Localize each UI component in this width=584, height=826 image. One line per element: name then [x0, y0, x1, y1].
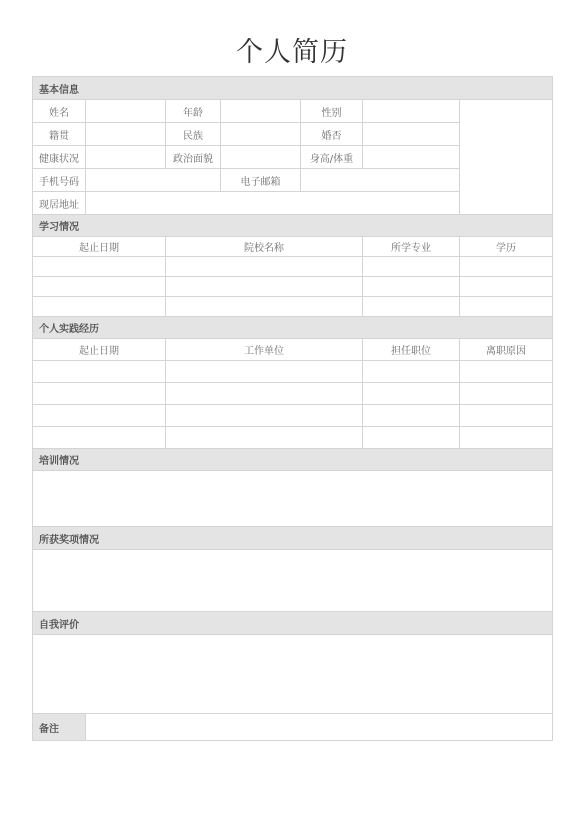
section-training: 培训情况 — [33, 449, 553, 471]
study-col-degree: 学历 — [460, 237, 553, 257]
label-email: 电子邮箱 — [221, 169, 301, 192]
label-native-place: 籍贯 — [33, 123, 86, 146]
study-row — [33, 257, 553, 277]
awards-content[interactable] — [33, 550, 553, 612]
practice-cell[interactable] — [33, 361, 166, 383]
practice-row — [33, 405, 553, 427]
field-phone[interactable] — [86, 169, 221, 192]
remarks-field[interactable] — [86, 714, 553, 741]
practice-cell[interactable] — [166, 405, 363, 427]
study-col-major: 所学专业 — [363, 237, 460, 257]
study-cell[interactable] — [33, 257, 166, 277]
practice-cell[interactable] — [363, 383, 460, 405]
field-address[interactable] — [86, 192, 460, 215]
field-native-place[interactable] — [86, 123, 166, 146]
practice-cell[interactable] — [33, 405, 166, 427]
study-row — [33, 297, 553, 317]
practice-cell[interactable] — [460, 383, 553, 405]
self-evaluation-content[interactable] — [33, 635, 553, 714]
study-cell[interactable] — [460, 257, 553, 277]
section-basic-info: 基本信息 — [33, 77, 553, 100]
field-email[interactable] — [301, 169, 460, 192]
field-ethnicity[interactable] — [221, 123, 301, 146]
label-phone: 手机号码 — [33, 169, 86, 192]
study-cell[interactable] — [363, 257, 460, 277]
study-cell[interactable] — [460, 277, 553, 297]
remarks-label: 备注 — [33, 714, 86, 741]
section-awards: 所获奖项情况 — [33, 527, 553, 550]
practice-row — [33, 427, 553, 449]
study-col-dates: 起止日期 — [33, 237, 166, 257]
practice-cell[interactable] — [166, 383, 363, 405]
study-col-school: 院校名称 — [166, 237, 363, 257]
study-cell[interactable] — [460, 297, 553, 317]
page-title: 个人简历 — [236, 37, 348, 68]
practice-cell[interactable] — [166, 361, 363, 383]
label-political: 政治面貌 — [166, 146, 221, 169]
practice-cell[interactable] — [363, 427, 460, 449]
practice-cell[interactable] — [363, 361, 460, 383]
study-row — [33, 277, 553, 297]
practice-cell[interactable] — [166, 427, 363, 449]
section-study: 学习情况 — [33, 215, 553, 237]
field-gender[interactable] — [363, 100, 460, 123]
practice-col-dates: 起止日期 — [33, 339, 166, 361]
label-marital: 婚否 — [301, 123, 363, 146]
practice-row — [33, 383, 553, 405]
field-marital[interactable] — [363, 123, 460, 146]
study-cell[interactable] — [166, 297, 363, 317]
field-age[interactable] — [221, 100, 301, 123]
practice-cell[interactable] — [460, 405, 553, 427]
training-content[interactable] — [33, 471, 553, 527]
field-height-weight[interactable] — [363, 146, 460, 169]
section-practice: 个人实践经历 — [33, 317, 553, 339]
practice-cell[interactable] — [33, 383, 166, 405]
photo-box[interactable] — [460, 100, 553, 215]
study-cell[interactable] — [363, 297, 460, 317]
field-health[interactable] — [86, 146, 166, 169]
field-name[interactable] — [86, 100, 166, 123]
label-address: 现居地址 — [33, 192, 86, 215]
label-age: 年龄 — [166, 100, 221, 123]
practice-col-employer: 工作单位 — [166, 339, 363, 361]
study-cell[interactable] — [33, 277, 166, 297]
practice-cell[interactable] — [33, 427, 166, 449]
practice-col-position: 担任职位 — [363, 339, 460, 361]
label-gender: 性别 — [301, 100, 363, 123]
practice-row — [33, 361, 553, 383]
section-self-evaluation: 自我评价 — [33, 612, 553, 635]
label-name: 姓名 — [33, 100, 86, 123]
practice-cell[interactable] — [363, 405, 460, 427]
label-health: 健康状况 — [33, 146, 86, 169]
resume-table — [32, 76, 553, 741]
study-cell[interactable] — [166, 257, 363, 277]
study-cell[interactable] — [363, 277, 460, 297]
label-ethnicity: 民族 — [166, 123, 221, 146]
study-cell[interactable] — [33, 297, 166, 317]
field-political[interactable] — [221, 146, 301, 169]
study-cell[interactable] — [166, 277, 363, 297]
practice-cell[interactable] — [460, 361, 553, 383]
label-height-weight: 身高/体重 — [301, 146, 363, 169]
practice-col-leave-reason: 离职原因 — [460, 339, 553, 361]
practice-cell[interactable] — [460, 427, 553, 449]
